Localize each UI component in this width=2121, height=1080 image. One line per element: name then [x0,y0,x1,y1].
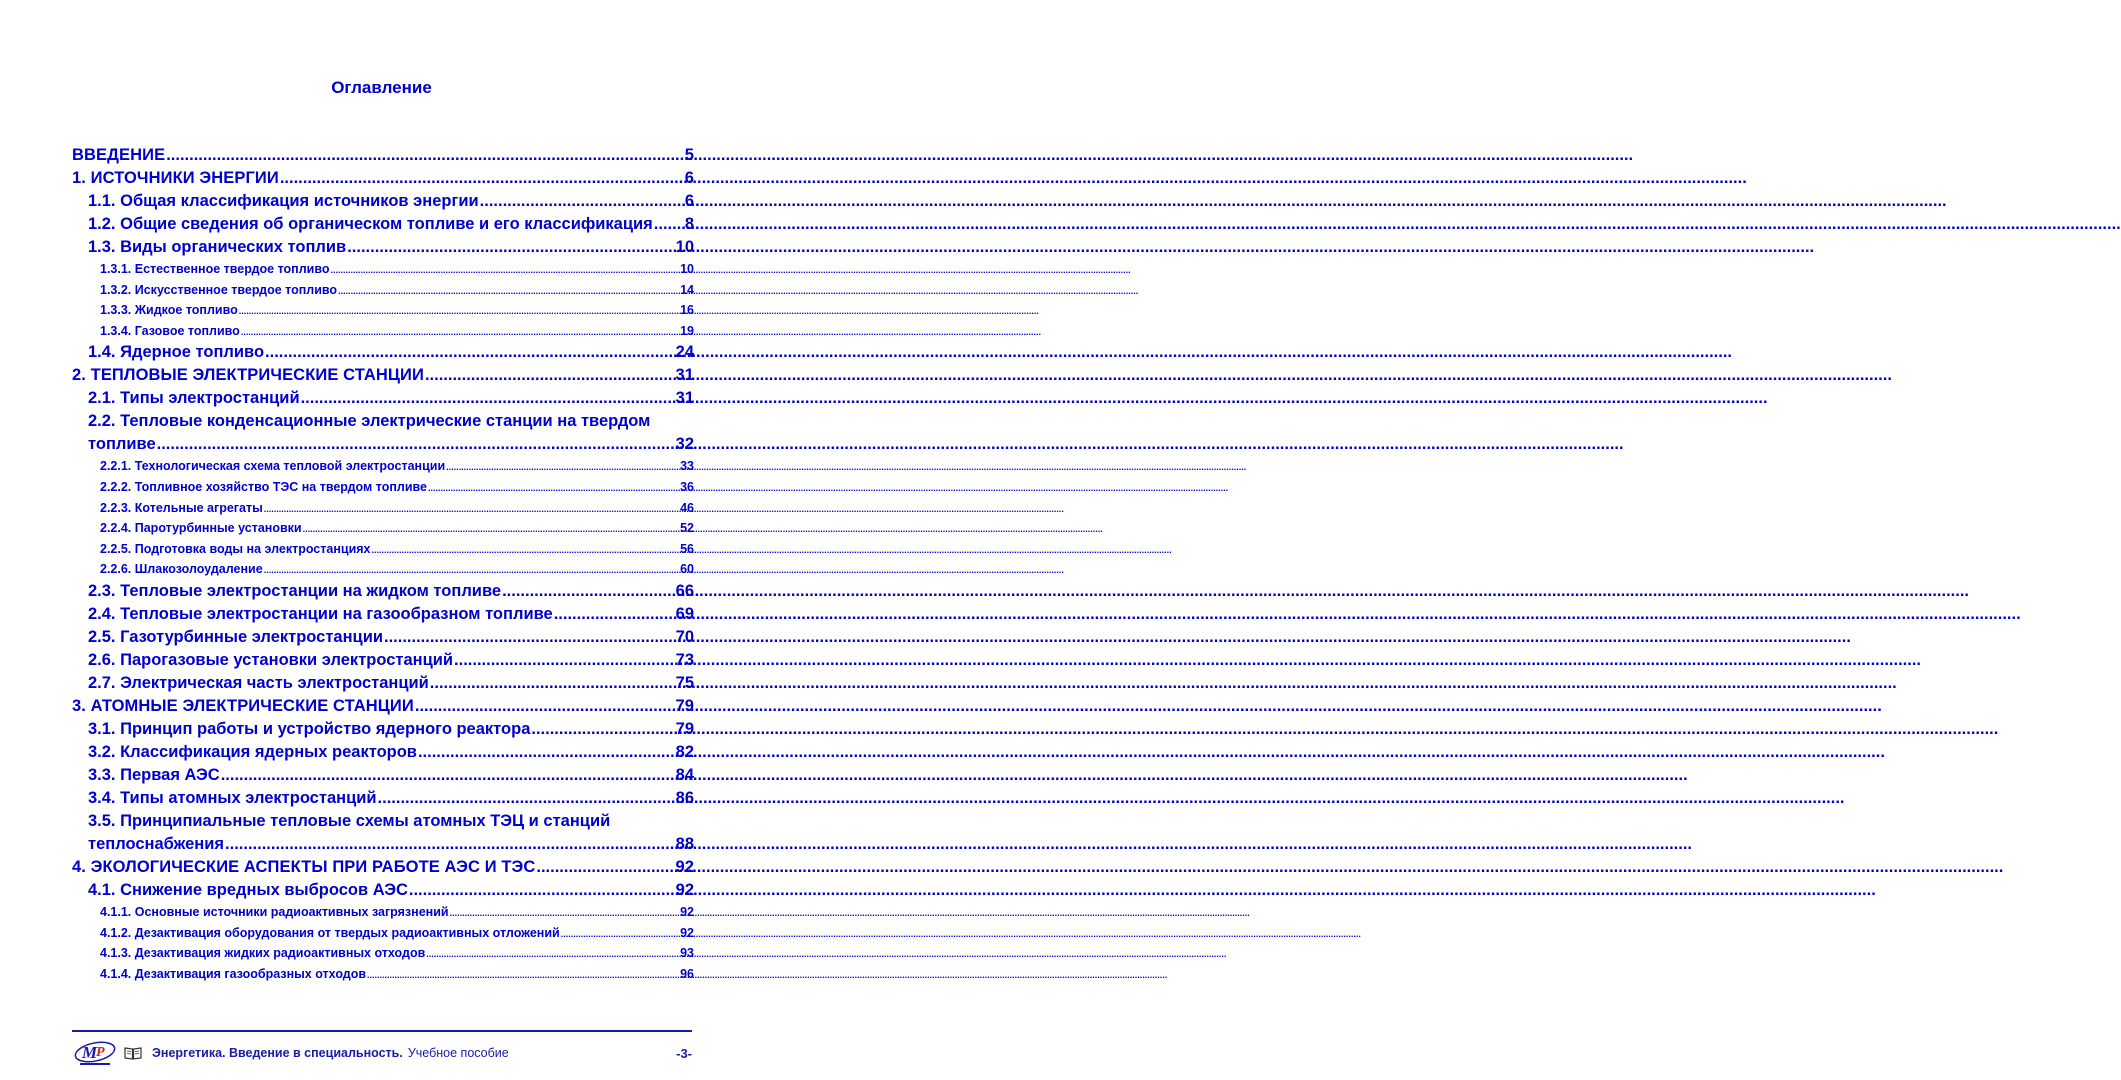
toc-leader-dots [338,281,679,302]
toc-entry-title: 4.1.2. Дезактивация оборудования от твердых радиоактивных отложений [100,925,560,940]
toc-page-number: 33 [680,459,694,474]
book-icon [124,1046,142,1060]
toc-page-number: 19 [680,323,694,338]
toc-page-number: 14 [680,282,694,297]
toc-entry[interactable] [72,190,694,213]
toc-entry[interactable] [72,498,694,519]
toc-entry-title: 2. ТЕПЛОВЫЕ ЭЛЕКТРИЧЕСКИЕ СТАНЦИИ [72,366,424,385]
toc-page-number: 16 [680,303,694,318]
toc-entry[interactable] [72,280,694,301]
toc-entry-title: 1. ИСТОЧНИКИ ЭНЕРГИИ [72,169,279,187]
toc-page-number: 92 [680,904,694,919]
publisher-logo-icon [72,1038,118,1068]
toc-entry-title: 2.5. Газотурбинные электростанции [88,627,383,646]
toc-entry[interactable] [72,943,694,964]
footer-divider [72,1030,692,1032]
toc-page-number: 36 [680,479,694,494]
toc-entry-title: 2.2.1. Технологическая схема тепловой электростанции [100,459,446,474]
toc-leader-dots [430,672,675,695]
toc-entry-title: 2.2.2. Топливное хозяйство ТЭС на твердом топливе [100,479,427,494]
toc-leader-dots [502,580,675,603]
toc-page-number: 56 [680,541,694,556]
toc-leader-dots [225,833,675,856]
toc-page-number: 92 [675,880,694,899]
toc-entry-title: 2.2.5. Подготовка воды на электростанциях [100,541,371,556]
footer-title: Энергетика. Введение в специальность. [152,1046,403,1060]
toc-leader-dots [347,236,674,259]
toc-entry[interactable] [72,879,694,902]
table-of-contents [72,144,694,984]
toc-entry[interactable] [72,364,694,387]
toc-entry-title: 4. ЭКОЛОГИЧЕСКИЕ АСПЕКТЫ ПРИ РАБОТЕ АЭС И ТЭС [72,857,536,876]
toc-leader-dots [221,764,675,787]
toc-page-number: 79 [675,719,694,738]
page-title: Оглавление [331,78,432,97]
toc-entry[interactable] [72,456,694,477]
toc-leader-dots [454,649,675,672]
toc-entry[interactable] [72,902,694,923]
toc-page-number: 69 [675,604,694,623]
toc-entry-title-line[interactable]: 3.5. Принципиальные тепловые схемы атомных ТЭЦ и станций [88,811,611,830]
toc-entry[interactable] [72,764,694,787]
toc-leader-dots [241,322,679,343]
toc-entry[interactable] [72,518,694,539]
toc-entry-title: 2.7. Электрическая часть электростанций [88,673,429,692]
toc-page-number: 70 [675,627,694,646]
toc-leader-dots [264,499,679,520]
toc-leader-dots [536,856,674,879]
toc-entry[interactable] [72,923,694,944]
toc-page-number: 52 [680,521,694,536]
toc-leader-dots [561,924,679,945]
toc-entry-title: 2.6. Парогазовые установки электростанций [88,650,454,669]
toc-leader-dots [446,457,679,478]
toc-page-number: 88 [675,834,694,853]
toc-page-number: 6 [684,192,694,210]
toc-leader-dots [480,190,684,213]
toc-entry-title: 1.3.3. Жидкое топливо [100,303,238,318]
toc-leader-dots [654,213,684,236]
toc-leader-dots [280,167,684,190]
toc-entry-title: 3.1. Принцип работы и устройство ядерного реактора [88,719,531,738]
toc-entry-title-line[interactable]: 2.2. Тепловые конденсационные электрические станции на твердом [88,412,651,431]
toc-entry-title: 2.2.3. Котельные агрегаты [100,500,263,515]
toc-entry[interactable] [72,603,694,626]
toc-entry[interactable] [72,341,694,364]
toc-page-number: 75 [675,673,694,692]
toc-leader-dots [239,301,679,322]
toc-leader-dots [425,364,674,387]
toc-entry[interactable] [72,387,694,410]
toc-leader-dots [303,519,680,540]
page-footer [72,1036,692,1070]
toc-entry-title: 3.2. Классификация ядерных реакторов [88,742,417,761]
toc-leader-dots [372,540,680,561]
toc-entry[interactable] [72,559,694,580]
toc-entry[interactable] [72,213,694,236]
toc-leader-dots [426,944,679,965]
toc-page-number: 79 [675,696,694,715]
toc-leader-dots [166,144,684,167]
toc-entry-title: 2.2.6. Шлакозолоудаление [100,562,263,577]
toc-entry[interactable] [72,964,694,985]
toc-entry-title: 1.1. Общая классификация источников энергии [88,192,479,210]
toc-page-number: 10 [675,238,694,256]
toc-page-number: 60 [680,562,694,577]
toc-entry-title: 2.4. Тепловые электростанции на газообразном топливе [88,604,553,623]
toc-page-number: 24 [675,343,694,362]
toc-leader-dots [531,718,674,741]
toc-leader-dots [301,387,675,410]
toc-page-number: 82 [675,742,694,761]
toc-page-number: 93 [680,946,694,961]
toc-leader-dots [331,260,680,281]
toc-leader-dots [264,560,679,581]
toc-entry-title: 3. АТОМНЫЕ ЭЛЕКТРИЧЕСКИЕ СТАНЦИИ [72,696,414,715]
toc-entry-title: 1.3.4. Газовое топливо [100,323,240,338]
svg-text:М: М [82,1043,98,1062]
toc-page-number: 92 [680,925,694,940]
toc-entry[interactable] [72,321,694,342]
toc-leader-dots [265,341,675,364]
toc-entry[interactable] [72,300,694,321]
toc-entry-title: 2.3. Тепловые электростанции на жидком топливе [88,581,502,600]
toc-leader-dots [378,787,675,810]
toc-page-number: 10 [680,262,694,276]
toc-page-number: 8 [684,215,694,233]
toc-leader-dots [367,965,679,986]
toc-entry[interactable] [72,718,694,741]
toc-entry[interactable] [72,539,694,560]
toc-page-number: 6 [684,169,694,187]
toc-entry[interactable] [72,833,694,856]
toc-page-number: 84 [675,765,694,784]
toc-entry-title: 4.1.4. Дезактивация газообразных отходов [100,966,367,981]
toc-leader-dots [554,603,675,626]
toc-entry-title: 2.1. Типы электростанций [88,389,300,408]
toc-leader-dots [157,433,675,456]
toc-entry-title: 3.4. Типы атомных электростанций [88,788,377,807]
toc-entry-title: 1.3. Виды органических топлив [88,238,347,256]
toc-entry[interactable] [72,787,694,810]
toc-entry-title: ВВЕДЕНИЕ [72,146,166,164]
toc-entry[interactable] [72,626,694,649]
toc-entry-title: топливе [88,435,156,454]
toc-page-number: 31 [675,389,694,408]
toc-entry-title: 1.4. Ядерное топливо [88,343,265,362]
toc-entry-title: 3.3. Первая АЭС [88,765,220,784]
toc-entry[interactable] [72,695,694,718]
toc-entry[interactable] [72,433,694,456]
toc-page-number: 32 [675,435,694,454]
toc-leader-dots [418,741,675,764]
toc-leader-dots [428,478,679,499]
toc-leader-dots [409,879,675,902]
toc-page-number: 5 [684,146,694,164]
toc-entry[interactable] [72,741,694,764]
toc-entry-title: 4.1.1. Основные источники радиоактивных загрязнений [100,904,449,919]
toc-entry[interactable] [72,236,694,259]
toc-page-number: 86 [675,788,694,807]
toc-leader-dots [384,626,675,649]
toc-entry-title: 1.2. Общие сведения об органическом топливе и его классификация [88,215,653,233]
toc-entry[interactable] [72,649,694,672]
svg-text:Р: Р [96,1045,105,1060]
toc-entry-title: 1.3.1. Естественное твердое топливо [100,262,330,276]
toc-page-number: 31 [675,366,694,385]
toc-entry-title: 1.3.2. Искусственное твердое топливо [100,282,338,297]
toc-entry[interactable] [72,167,694,190]
toc-entry-title: 4.1. Снижение вредных выбросов АЭС [88,880,408,899]
page-number: -3- [676,1045,692,1061]
toc-leader-dots [450,903,680,924]
toc-page-number: 92 [675,857,694,876]
toc-entry-title: 2.2.4. Паротурбинные установки [100,521,302,536]
toc-entry[interactable] [72,672,694,695]
toc-page-number: 96 [680,966,694,981]
toc-entry[interactable] [72,144,694,167]
toc-entry[interactable] [72,856,694,879]
toc-page-number: 66 [675,581,694,600]
toc-page-number: 73 [675,650,694,669]
toc-entry-title: 4.1.3. Дезактивация жидких радиоактивных отходов [100,946,426,961]
toc-entry[interactable] [72,477,694,498]
toc-entry[interactable] [72,259,694,280]
toc-entry[interactable] [72,580,694,603]
footer-subtitle: Учебное пособие [407,1046,509,1060]
toc-entry-title: теплоснабжения [88,834,225,853]
toc-leader-dots [415,695,675,718]
toc-page-number: 46 [680,500,694,515]
